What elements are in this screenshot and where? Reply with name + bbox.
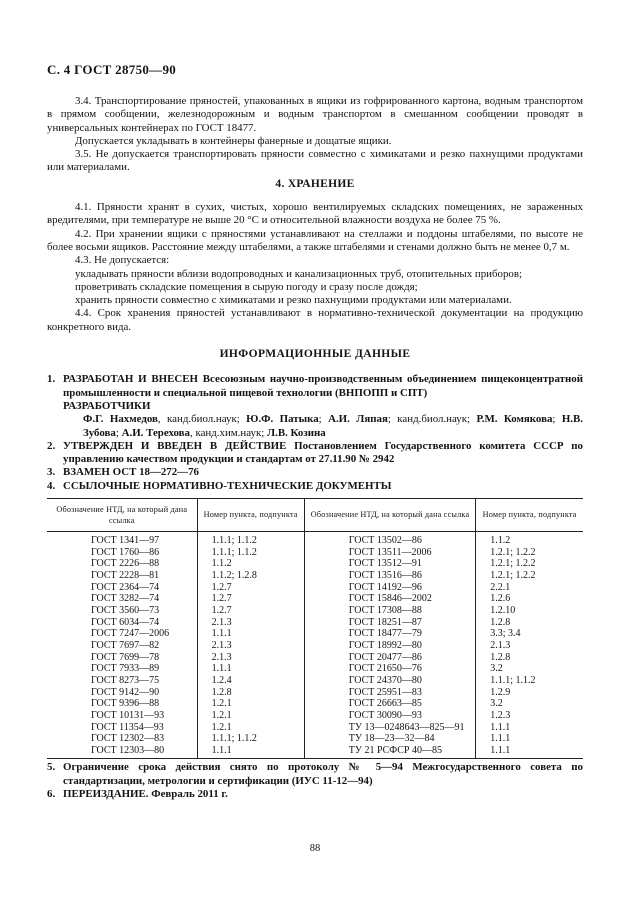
developer-name: Ю.Ф. Патыка <box>246 413 319 426</box>
table-cell-ntd: ГОСТ 2226—88 <box>91 558 160 570</box>
table-cell-ntd: ГОСТ 11354—93 <box>91 721 164 733</box>
header-ntd-designation: Обозначение НТД, на который дана ссылка <box>304 499 476 532</box>
developer-name: Р.М. Комякова <box>476 413 553 426</box>
table-cell-clause: 1.2.1; 1.2.2 <box>476 558 583 570</box>
developers-list <box>47 413 583 440</box>
developer-name: А.И. Ляпая <box>328 413 388 426</box>
table-cell-ntd: ГОСТ 1341—97 <box>91 535 160 547</box>
table-cell-clause: 1.1.2 <box>476 532 583 547</box>
header-clause-number: Номер пункта, подпункта <box>197 499 304 532</box>
table-cell-clause: 1.1.1 <box>476 745 583 759</box>
table-cell-ntd: ГОСТ 17308—88 <box>304 605 476 617</box>
table-cell-clause: 1.1.2 <box>197 558 304 570</box>
table-cell-ntd: ГОСТ 14192—96 <box>304 582 476 594</box>
table-row <box>47 733 583 745</box>
table-cell-ntd: ГОСТ 9142—90 <box>91 686 160 698</box>
table-cell-ntd: ТУ 18—23—32—84 <box>304 733 476 745</box>
table-cell-clause: 1.2.8 <box>476 617 583 629</box>
table-cell-clause: 1.1.1 <box>476 722 583 734</box>
table-row <box>47 710 583 722</box>
developer-name: Ф.Г. Нахмедов <box>83 413 158 426</box>
info-item-number: 1. <box>47 373 56 386</box>
table-row <box>47 745 583 759</box>
header-ntd-designation: Обозначение НТД, на который дана ссылка <box>47 499 197 532</box>
table-cell-clause: 1.2.7 <box>197 593 304 605</box>
table-cell-clause: 1.2.1 <box>197 722 304 734</box>
info-item-3 <box>47 466 583 479</box>
developer-name: А.И. Терехова <box>121 426 190 439</box>
table-cell-clause: 3.2 <box>476 698 583 710</box>
table-row <box>47 698 583 710</box>
table-cell-ntd: ТУ 21 РСФСР 40—85 <box>304 745 476 759</box>
info-item-6 <box>47 788 583 801</box>
page-number: 88 <box>309 843 321 854</box>
table-cell-clause: 2.1.3 <box>197 640 304 652</box>
info-item-number: 6. <box>47 788 56 801</box>
table-cell-ntd: ГОСТ 7247—2006 <box>91 628 170 640</box>
table-cell-ntd: ГОСТ 13516—86 <box>304 570 476 582</box>
table-row <box>47 722 583 734</box>
header-clause-number: Номер пункта, подпункта <box>476 499 583 532</box>
table-cell-ntd: ГОСТ 6034—74 <box>91 616 160 628</box>
table-cell-ntd: ГОСТ 2364—74 <box>91 581 160 593</box>
paragraph-3-4-note: Допускается укладывать в контейнеры фанерные и дощатые ящики. <box>75 134 392 147</box>
table-cell-clause: 1.2.7 <box>197 605 304 617</box>
info-item-text: ПЕРЕИЗДАНИЕ. Февраль 2011 г. <box>63 788 228 801</box>
developer-degree: , канд.хим.наук; <box>190 426 267 439</box>
table-cell-ntd: ГОСТ 18992—80 <box>304 640 476 652</box>
table-cell-ntd: ГОСТ 24370—80 <box>304 675 476 687</box>
document-body <box>47 95 583 801</box>
paragraph-3-5: 3.5. Не допускается транспортировать пряности совместно с химикатами и резко пахнущими продуктами или материалами. <box>47 148 583 174</box>
table-cell-ntd: ГОСТ 30090—93 <box>304 710 476 722</box>
paragraph-4-3-item-3: хранить пряности совместно с химикатами и резко пахнущими продуктами или материалами. <box>75 294 512 307</box>
table-cell-clause: 1.1.1 <box>197 663 304 675</box>
table-cell-clause: 1.2.3 <box>476 710 583 722</box>
table-cell-ntd: ГОСТ 8273—75 <box>91 674 160 686</box>
paragraph-3-4: 3.4. Транспортирование пряностей, упакованных в ящики из гофрированного картона, водным транспортом в прямом сообщении, железнодорожным и водным транспортом в смешанном сообщении проводят в универсальных контейнерах по ГОСТ 18477. <box>47 95 583 134</box>
table-row <box>47 582 583 594</box>
table-cell-ntd: ГОСТ 26663—85 <box>304 698 476 710</box>
table-cell-ntd: ГОСТ 7697—82 <box>91 639 160 651</box>
table-row <box>47 617 583 629</box>
table-cell-ntd: ГОСТ 18251—87 <box>304 617 476 629</box>
table-cell-ntd: ТУ 13—0248643—825—91 <box>304 722 476 734</box>
table-cell-clause: 1.1.1 <box>476 733 583 745</box>
table-cell-clause: 1.2.6 <box>476 593 583 605</box>
info-item-1-developers-label <box>47 400 583 413</box>
table-row <box>47 558 583 570</box>
table-cell-ntd: ГОСТ 25951—83 <box>304 687 476 699</box>
table-cell-clause: 1.1.1; 1.1.2 <box>197 532 304 547</box>
paragraph-4-2: 4.2. При хранении ящики с пряностями устанавливают на стеллажи и поддоны штабелями, по высоте не более восьми ящиков. Расстояние между штабелями, а также штабелями и стенами должно быть не менее 0,7 м. <box>47 227 583 253</box>
table-cell-clause: 2.2.1 <box>476 582 583 594</box>
table-cell-clause: 1.1.1; 1.1.2 <box>476 675 583 687</box>
table-cell-clause: 1.1.1 <box>197 745 304 759</box>
developer-degree: ; канд.биол.наук; <box>387 413 477 426</box>
table-cell-ntd: ГОСТ 1760—86 <box>91 546 160 558</box>
table-row <box>47 640 583 652</box>
table-row <box>47 532 583 547</box>
info-item-text: Ограничение срока действия снято по протоколу № 5—94 Межгосударственного совета по стандартизации, метрологии и сертификации (ИУС 11-12—94) <box>63 761 583 787</box>
table-cell-ntd: ГОСТ 18477—79 <box>304 628 476 640</box>
table-cell-ntd: ГОСТ 20477—86 <box>304 652 476 664</box>
info-item-number: 5. <box>47 761 56 774</box>
table-row <box>47 547 583 559</box>
paragraph-4-4: 4.4. Срок хранения пряностей устанавливают в нормативно-технической документации на продукцию конкретного вида. <box>47 307 583 333</box>
table-row <box>47 687 583 699</box>
table-cell-clause: 2.1.3 <box>476 640 583 652</box>
info-item-5 <box>47 761 583 788</box>
info-item-text: РАЗРАБОТАН И ВНЕСЕН Всесоюзным научно-производственным объединением пищеконцентратной промышленности и специальной пищевой технологии (ВНПОПП и СПТ) <box>63 373 583 399</box>
developer-degree: ; <box>115 426 122 439</box>
table-cell-clause: 1.2.10 <box>476 605 583 617</box>
table-cell-clause: 3.2 <box>476 663 583 675</box>
paragraph-4-3: 4.3. Не допускается: <box>75 254 170 267</box>
table-cell-clause: 1.2.8 <box>197 687 304 699</box>
table-cell-clause: 1.2.4 <box>197 675 304 687</box>
info-item-text: УТВЕРЖДЕН И ВВЕДЕН В ДЕЙСТВИЕ Постановлением Государственного комитета СССР по управлению качеством продукции и стандартам от 27.11.90 № 2942 <box>63 439 583 466</box>
developer-name: Н.В. Зубова <box>83 413 583 439</box>
table-cell-ntd: ГОСТ 12302—83 <box>91 733 165 745</box>
table-row <box>47 628 583 640</box>
info-item-text: ССЫЛОЧНЫЕ НОРМАТИВНО-ТЕХНИЧЕСКИЕ ДОКУМЕНТЫ <box>63 479 392 492</box>
section-title-storage: 4. ХРАНЕНИЕ <box>275 177 355 190</box>
table-cell-ntd: ГОСТ 15846—2002 <box>304 593 476 605</box>
info-item-number: 4. <box>47 479 56 492</box>
table-cell-ntd: ГОСТ 13511—2006 <box>304 547 476 559</box>
info-section-title: ИНФОРМАЦИОННЫЕ ДАННЫЕ <box>219 348 411 361</box>
table-cell-clause: 1.2.1 <box>197 698 304 710</box>
info-item-number: 3. <box>47 466 56 479</box>
table-cell-ntd: ГОСТ 12303—80 <box>47 745 197 759</box>
developers-label: РАЗРАБОТЧИКИ <box>63 399 151 412</box>
table-cell-clause: 1.2.1; 1.2.2 <box>476 570 583 582</box>
table-cell-ntd: ГОСТ 7699—78 <box>91 651 160 663</box>
table-cell-clause: 1.1.2; 1.2.8 <box>197 570 304 582</box>
info-item-1 <box>47 373 583 400</box>
info-item-number: 2. <box>47 439 56 452</box>
paragraph-4-1: 4.1. Пряности хранят в сухих, чистых, хорошо вентилируемых складских помещениях, не зараженных вредителями, при температуре не выше 20 °С и относительной влажности воздуха не более 75 %. <box>47 201 583 227</box>
table-cell-clause: 1.2.7 <box>197 582 304 594</box>
table-cell-clause: 1.2.1; 1.2.2 <box>476 547 583 559</box>
table-cell-ntd: ГОСТ 3282—74 <box>91 593 160 605</box>
table-row <box>47 570 583 582</box>
references-table-header <box>47 499 583 532</box>
table-cell-clause: 2.1.3 <box>197 652 304 664</box>
table-cell-ntd: ГОСТ 7933—89 <box>91 663 160 675</box>
references-table-body <box>47 532 583 759</box>
table-cell-clause: 1.1.1; 1.1.2 <box>197 547 304 559</box>
table-row <box>47 593 583 605</box>
paragraph-4-3-item-1: укладывать пряности вблизи водопроводных и канализационных труб, отопительных приборов; <box>75 267 523 280</box>
running-head: С. 4 ГОСТ 28750—90 <box>47 62 177 77</box>
table-cell-clause: 1.2.1 <box>197 710 304 722</box>
info-item-2 <box>47 440 583 467</box>
table-cell-ntd: ГОСТ 13502—86 <box>304 532 476 547</box>
table-cell-ntd: ГОСТ 9396—88 <box>91 698 160 710</box>
table-row <box>47 605 583 617</box>
table-cell-ntd: ГОСТ 3560—73 <box>91 604 160 616</box>
developer-degree: ; <box>552 413 562 426</box>
developer-degree: , канд.биол.наук; <box>157 413 247 426</box>
developer-degree: ; <box>318 413 329 426</box>
table-cell-ntd: ГОСТ 10131—93 <box>91 709 165 721</box>
table-cell-clause: 2.1.3 <box>197 617 304 629</box>
info-item-4 <box>47 480 583 493</box>
table-cell-ntd: ГОСТ 21650—76 <box>304 663 476 675</box>
table-cell-ntd: ГОСТ 2228—81 <box>91 569 160 581</box>
table-cell-clause: 1.2.9 <box>476 687 583 699</box>
table-cell-clause: 1.1.1 <box>197 628 304 640</box>
table-cell-clause: 3.3; 3.4 <box>476 628 583 640</box>
table-row <box>47 675 583 687</box>
info-item-text: ВЗАМЕН ОСТ 18—272—76 <box>63 466 199 479</box>
table-cell-ntd: ГОСТ 13512—91 <box>304 558 476 570</box>
table-row <box>47 663 583 675</box>
paragraph-4-3-item-2: проветривать складские помещения в сырую погоду и сразу после дождя; <box>75 280 418 293</box>
references-table <box>47 498 583 759</box>
developer-name: Л.В. Козина <box>266 426 326 439</box>
table-cell-clause: 1.2.8 <box>476 652 583 664</box>
table-cell-clause: 1.1.1; 1.1.2 <box>197 733 304 745</box>
table-row <box>47 652 583 664</box>
